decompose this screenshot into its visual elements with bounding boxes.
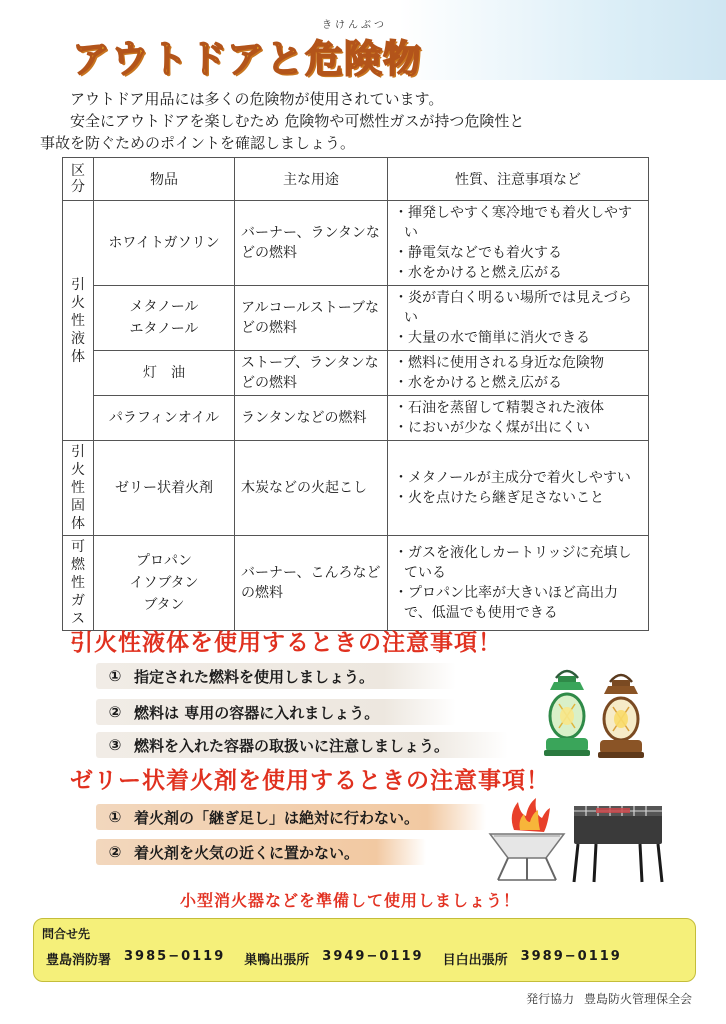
liquid-note-item — [96, 732, 508, 758]
publisher-label: 発行協力 — [526, 992, 575, 1006]
header-props: 性質、注意事項など — [388, 158, 649, 201]
contact-phone: 3949−0119 — [322, 949, 424, 964]
use-cell: 木炭などの火起こし — [235, 441, 388, 536]
campfire-stand-icon — [484, 796, 570, 882]
table-header-row — [63, 158, 649, 201]
category-gas: 可燃性ガス — [63, 536, 94, 631]
advice-text: 小型消火器などを準備して使用しましょう！ — [180, 891, 521, 910]
note-text: 着火剤の「継ぎ足し」は絶対に行わない。 — [134, 808, 420, 827]
publisher-name: 豊島防火管理保全会 — [583, 992, 692, 1006]
props-cell — [388, 396, 649, 441]
brown-lantern-icon — [592, 672, 650, 762]
contact-row — [46, 949, 627, 968]
prop-line: ・ 火を点けたら継ぎ足さないこと — [394, 488, 642, 508]
gel-notes-heading: ゼリー状着火剤を使用するときの注意事項！ — [70, 768, 550, 794]
green-lantern-icon — [538, 668, 596, 760]
note-text: 着火剤を火気の近くに置かない。 — [134, 843, 360, 862]
note-number: ② — [108, 703, 122, 721]
use-cell: バーナー、こんろなどの燃料 — [235, 536, 388, 631]
table-row — [63, 351, 649, 396]
contact-label: 問合せ先 — [42, 927, 91, 941]
prop-line: ・ 炎が青白く明るい場所では見えづらい — [394, 288, 642, 328]
table-row — [63, 536, 649, 631]
contact-name: 巣鴨出張所 — [244, 953, 310, 968]
props-cell — [388, 441, 649, 536]
use-cell: バーナー、ランタンなどの燃料 — [235, 201, 388, 286]
prop-line: ・ においが少なく煤が出にくい — [394, 418, 642, 438]
note-text: 指定された燃料を使用しましょう。 — [134, 667, 375, 686]
liquid-note-item — [96, 699, 456, 725]
item-cell: メタノール エタノール — [94, 286, 235, 351]
contact-box — [33, 918, 696, 982]
prop-line: ・ ガスを液化しカートリッジに充填している — [394, 543, 642, 583]
note-number: ③ — [108, 736, 122, 754]
prop-line: ・ 石油を蒸留して精製された液体 — [394, 398, 642, 418]
header-item: 物品 — [94, 158, 235, 201]
note-text: 燃料は 専用の容器に入れましょう。 — [134, 703, 380, 722]
header-category: 区分 — [63, 158, 94, 201]
use-cell: アルコールストーブなどの燃料 — [235, 286, 388, 351]
gel-note-item — [96, 804, 486, 830]
table-row — [63, 396, 649, 441]
contact-phone: 3989−0119 — [520, 949, 622, 964]
header-use: 主な用途 — [235, 158, 388, 201]
category-liquid: 引火性液体 — [63, 201, 94, 441]
item-cell: ゼリー状着火剤 — [94, 441, 235, 536]
item-cell: 灯 油 — [94, 351, 235, 396]
contact-name: 豊島消防署 — [46, 953, 112, 968]
title-ruby: きけんぶつ — [322, 20, 387, 31]
contact-phone: 3985−0119 — [124, 949, 226, 964]
prop-line: ・ 揮発しやすく寒冷地でも着火しやすい — [394, 203, 642, 243]
table-row — [63, 201, 649, 286]
props-cell — [388, 286, 649, 351]
table-row — [63, 286, 649, 351]
prop-line: ・ 大量の水で簡単に消火できる — [394, 328, 642, 348]
liquid-note-item — [96, 663, 456, 689]
item-cell: ホワイトガソリン — [94, 201, 235, 286]
props-cell — [388, 536, 649, 631]
item-cell: パラフィンオイル — [94, 396, 235, 441]
props-cell — [388, 351, 649, 396]
prop-line: ・ 燃料に使用される身近な危険物 — [394, 353, 642, 373]
liquid-notes-heading: 引火性液体を使用するときの注意事項！ — [70, 630, 502, 656]
item-cell: プロパン イソブタン ブタン — [94, 536, 235, 631]
hazard-table — [62, 157, 649, 631]
props-cell — [388, 201, 649, 286]
note-text: 燃料を入れた容器の取扱いに注意しましょう。 — [134, 736, 450, 755]
note-number: ① — [108, 667, 122, 685]
intro-line-3: 事故を防ぐためのポイントを確認しましょう。 — [40, 134, 356, 152]
prop-line: ・ 水をかけると燃え広がる — [394, 263, 642, 283]
use-cell: ランタンなどの燃料 — [235, 396, 388, 441]
intro-line-1: アウトドア用品には多くの危険物が使用されています。 — [70, 90, 444, 108]
prop-line: ・ プロパン比率が大きいほど高出力で、低温でも使用できる — [394, 583, 642, 623]
intro-line-2: 安全にアウトドアを楽しむため 危険物や可燃性ガスが持つ危険性と — [70, 112, 525, 130]
prop-line: ・ 水をかけると燃え広がる — [394, 373, 642, 393]
prop-line: ・ メタノールが主成分で着火しやすい — [394, 468, 642, 488]
category-solid: 引火性固体 — [63, 441, 94, 536]
use-cell: ストーブ、ランタンなどの燃料 — [235, 351, 388, 396]
table-row — [63, 441, 649, 536]
bbq-grill-icon — [566, 800, 670, 884]
page-title: アウトドアと危険物 — [72, 37, 422, 81]
note-number: ① — [108, 808, 122, 826]
note-number: ② — [108, 843, 122, 861]
contact-name: 目白出張所 — [442, 953, 508, 968]
gel-note-item — [96, 839, 426, 865]
publisher — [520, 990, 692, 1007]
prop-line: ・ 静電気などでも着火する — [394, 243, 642, 263]
